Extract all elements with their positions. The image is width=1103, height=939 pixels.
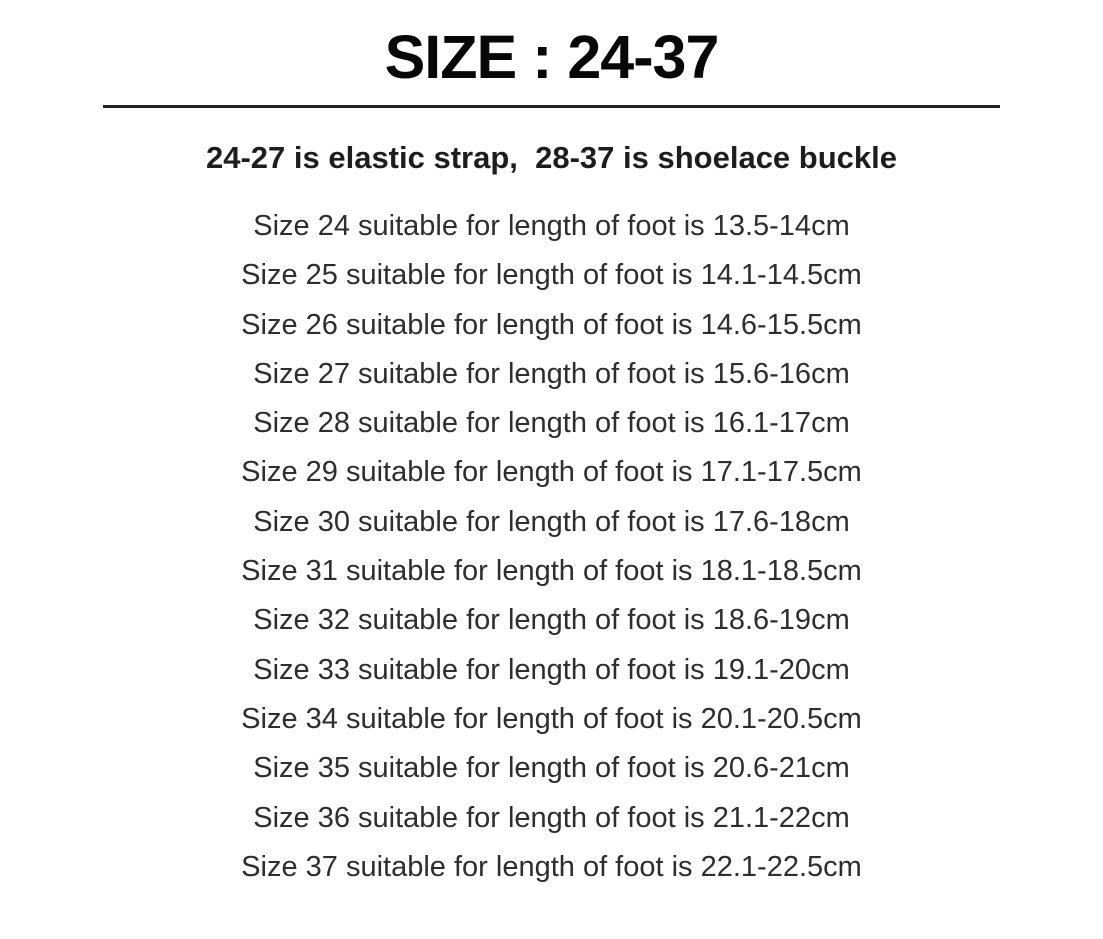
- size-list: [0, 202, 1103, 892]
- size-row-26: Size 26 suitable for length of foot is 14.6-15.5cm: [241, 308, 862, 341]
- size-row-37: Size 37 suitable for length of foot is 22.1-22.5cm: [241, 850, 862, 883]
- size-row-32: Size 32 suitable for length of foot is 18.6-19cm: [253, 604, 850, 637]
- size-row-33: Size 33 suitable for length of foot is 19.1-20cm: [253, 653, 850, 686]
- size-row-24: Size 24 suitable for length of foot is 13.5-14cm: [253, 210, 850, 242]
- page-title: SIZE : 24-37: [384, 23, 719, 91]
- size-row-34: Size 34 suitable for length of foot is 20.1-20.5cm: [241, 702, 862, 735]
- size-row-30: Size 30 suitable for length of foot is 17.6-18cm: [253, 505, 850, 538]
- title-divider-line: [103, 105, 1000, 108]
- size-row-35: Size 35 suitable for length of foot is 20.6-21cm: [253, 752, 850, 785]
- size-row-29: Size 29 suitable for length of foot is 17.1-17.5cm: [241, 456, 862, 489]
- size-row-31: Size 31 suitable for length of foot is 18.1-18.5cm: [241, 555, 862, 588]
- strap-type-subtitle: 24-27 is elastic strap, 28-37 is shoelace buckle: [205, 140, 897, 175]
- size-row-36: Size 36 suitable for length of foot is 21.1-22cm: [253, 801, 850, 834]
- size-row-28: Size 28 suitable for length of foot is 16.1-17cm: [253, 407, 850, 440]
- size-row-25: Size 25 suitable for length of foot is 14.1-14.5cm: [241, 259, 862, 292]
- size-row-27: Size 27 suitable for length of foot is 15.6-16cm: [253, 357, 850, 390]
